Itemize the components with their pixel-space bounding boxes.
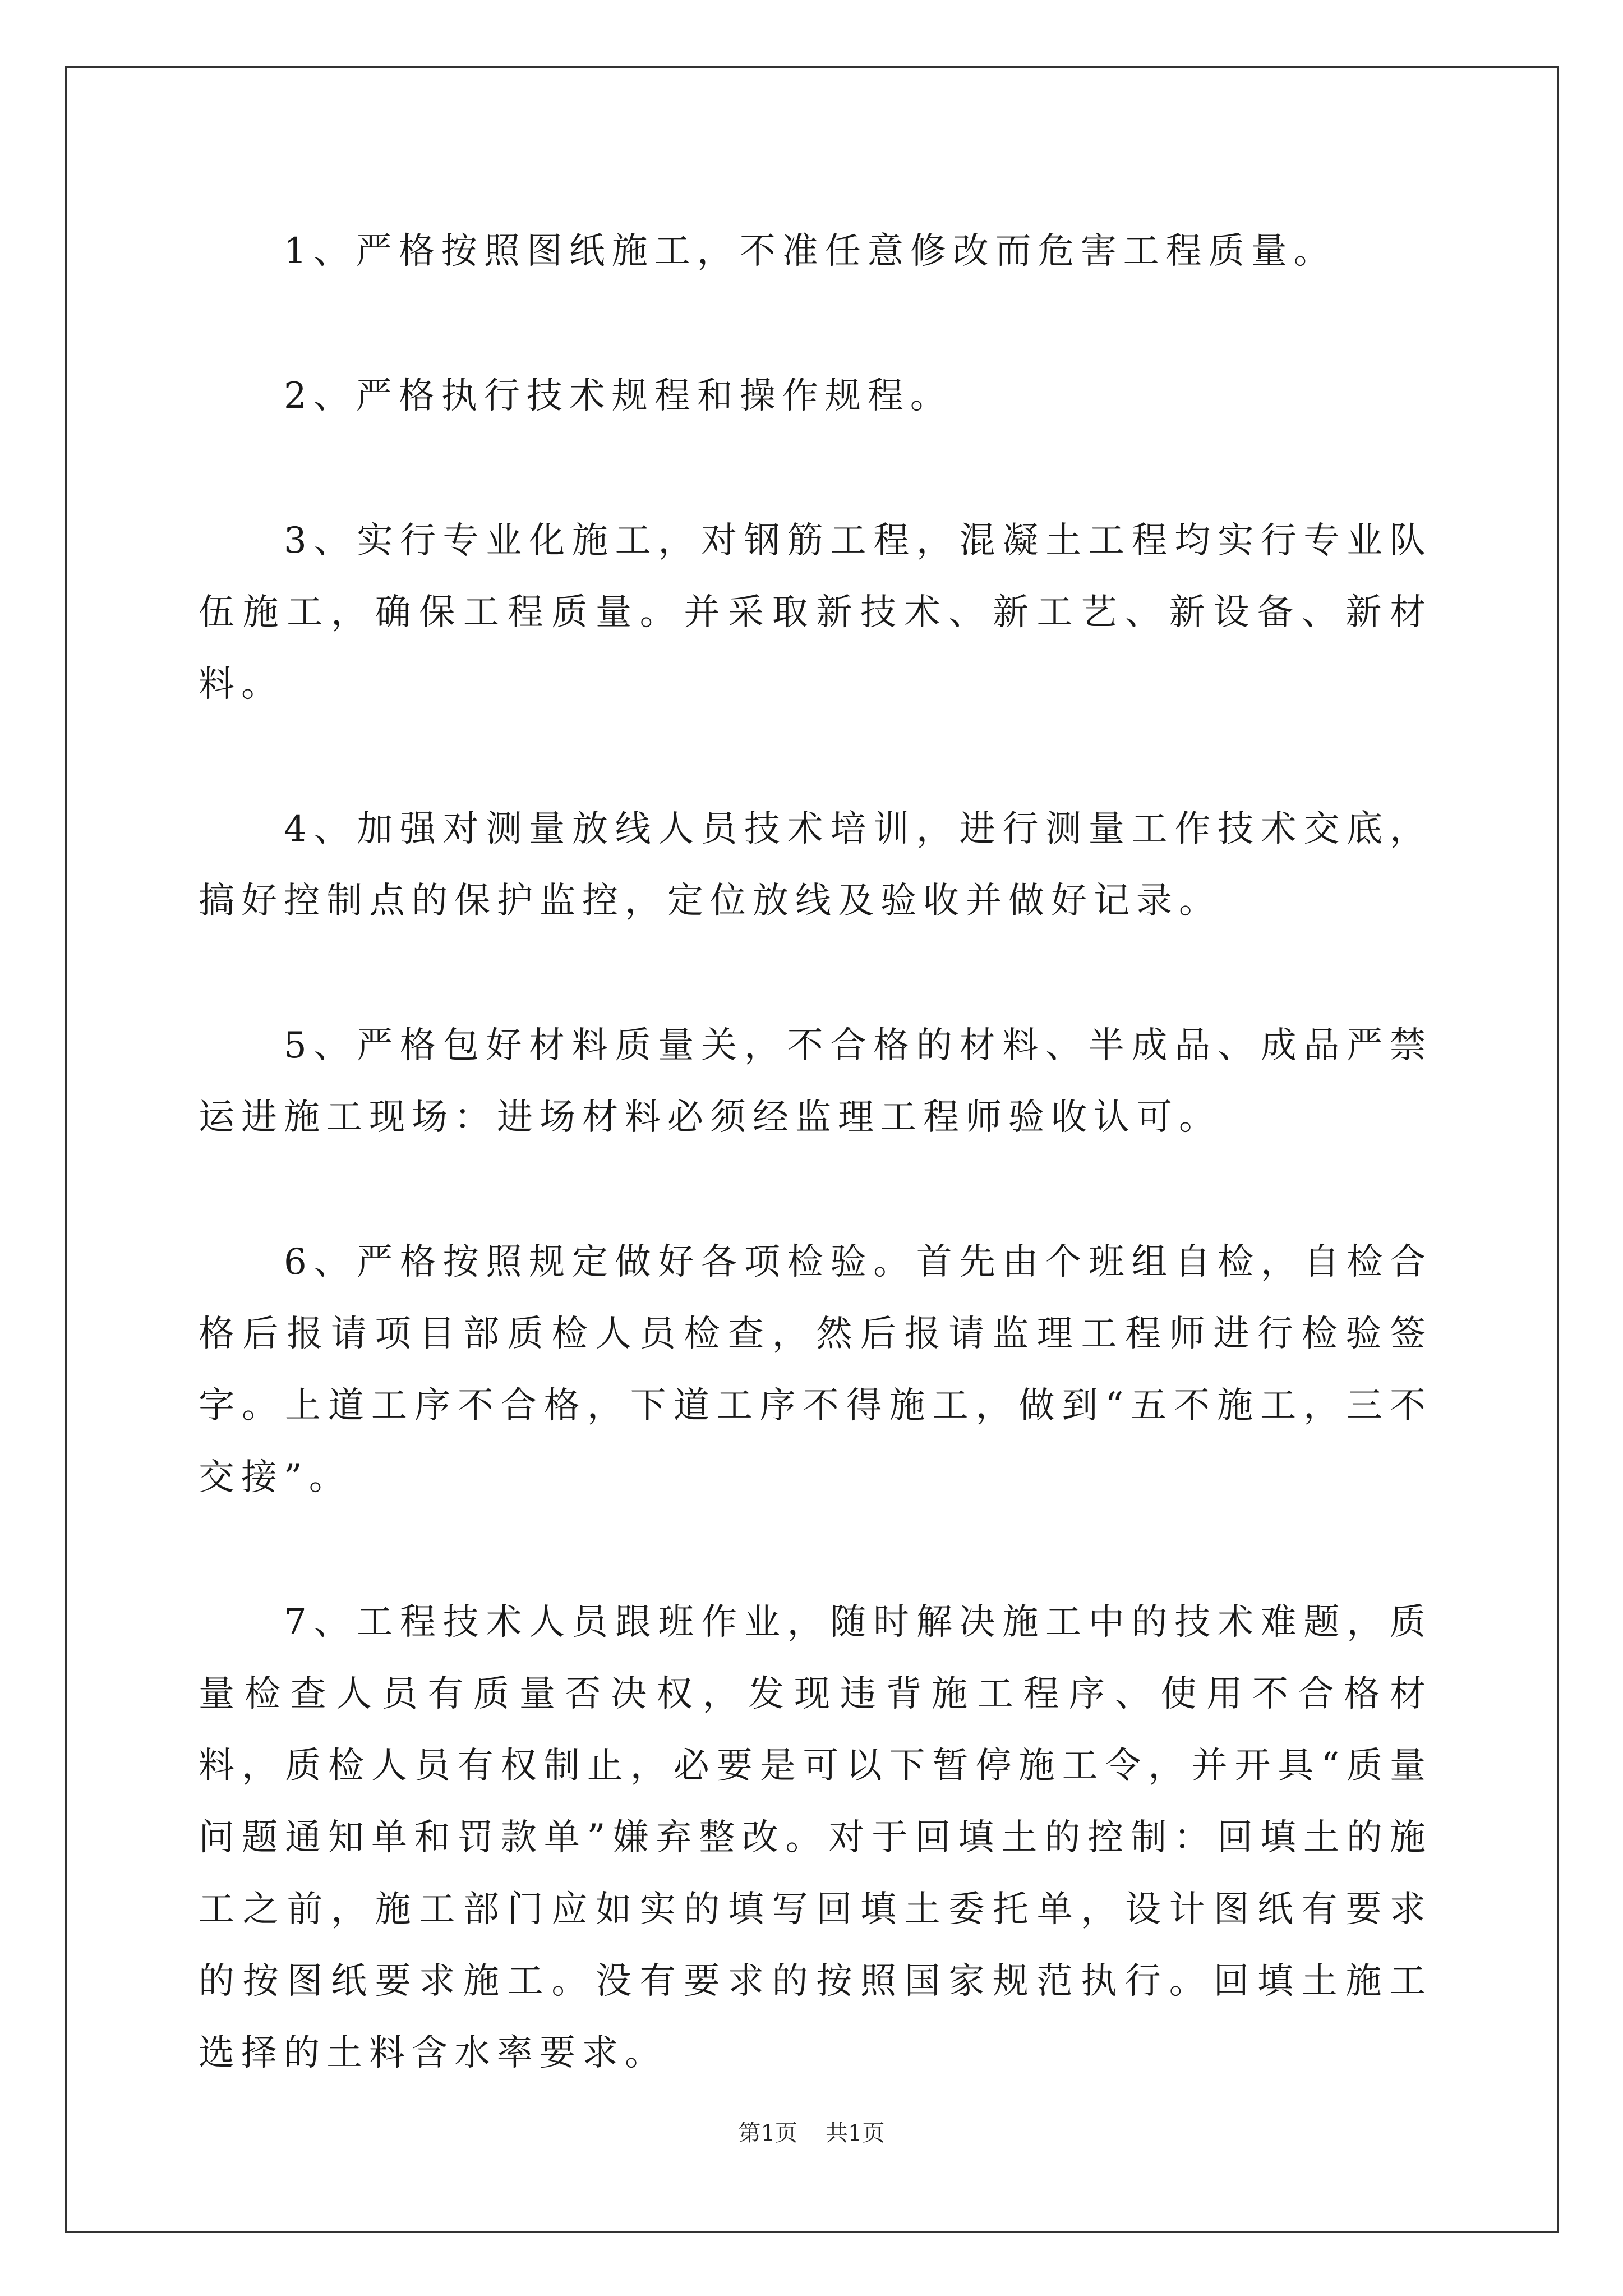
page-number-total: 共1页 bbox=[826, 2120, 885, 2146]
page-footer bbox=[0, 2119, 1623, 2147]
page-number-current: 第1页 bbox=[738, 2120, 797, 2146]
paragraph-4: 4、加强对测量放线人员技术培训，进行测量工作技术交底，搞好控制点的保护监控，定位放线及验收并做好记录。 bbox=[199, 808, 1432, 922]
paragraph-1: 1、严格按照图纸施工，不准任意修改而危害工程质量。 bbox=[284, 231, 1336, 272]
document-body bbox=[199, 215, 1432, 2089]
paragraph-2: 2、严格执行技术规程和操作规程。 bbox=[284, 375, 953, 417]
paragraph-3: 3、实行专业化施工，对钢筋工程，混凝土工程均实行专业队伍施工，确保工程质量。并采取新技术、新工艺、新设备、新材料。 bbox=[199, 520, 1432, 705]
paragraph-6: 6、严格按照规定做好各项检验。首先由个班组自检，自检合格后报请项目部质检人员检查，然后报请监理工程师进行检验签字。上道工序不合格，下道工序不得施工，做到“五不施工，三不交接”。 bbox=[199, 1241, 1432, 1498]
paragraph-5: 5、严格包好材料质量关，不合格的材料、半成品、成品严禁运进施工现场：进场材料必须经监理工程师验收认可。 bbox=[199, 1025, 1432, 1138]
paragraph-7: 7、工程技术人员跟班作业，随时解决施工中的技术难题，质量检查人员有质量否决权，发现违背施工程序、使用不合格材料，质检人员有权制止，必要是可以下暂停施工令，并开具“质量问题通知单和罚款单”嫌弃整改。对于回填土的控制：回填土的施工之前，施工部门应如实的填写回填土委托单，设计图纸有要求的按图纸要求施工。没有要求的按照国家规范执行。回填土施工选择的土料含水率要求。 bbox=[199, 1602, 1432, 2074]
